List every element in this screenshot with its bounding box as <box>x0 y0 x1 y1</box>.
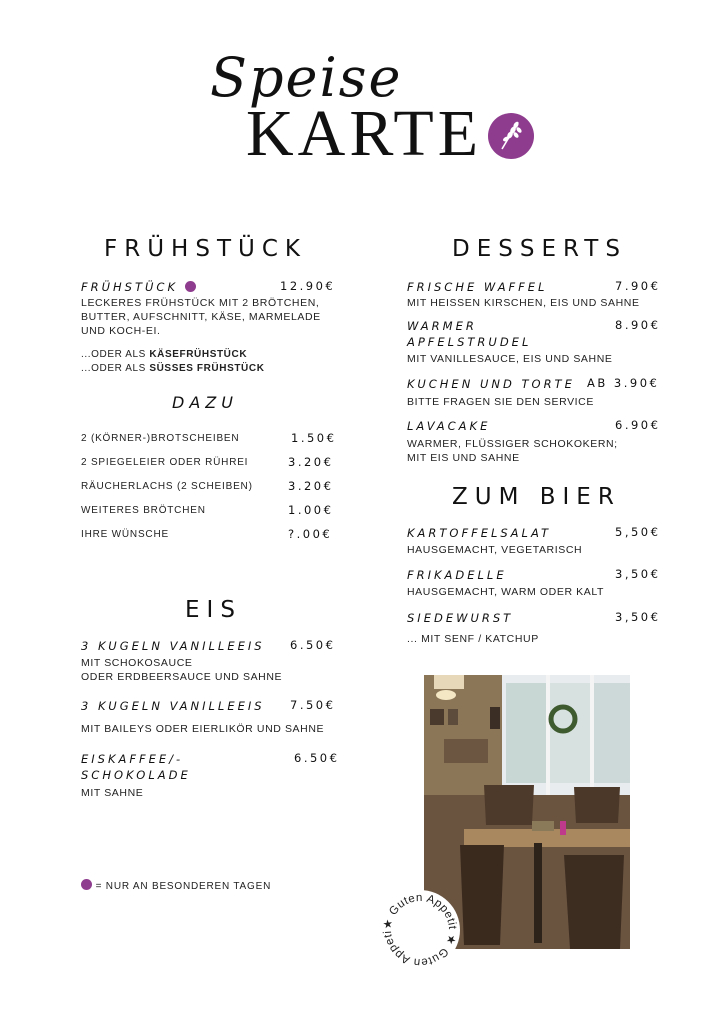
guten-appetit-badge <box>380 890 460 970</box>
bier-item-desc: HAUSGEMACHT, WARM ODER KALT <box>407 586 605 598</box>
dazu-item-price: 3.20€ <box>288 479 334 493</box>
dazu-item-name: IHRE WÜNSCHE <box>81 529 169 540</box>
eis-item-price: 6.50€ <box>290 638 336 652</box>
alt-option-suess: ...ODER ALS SÜSSES FRÜHSTÜCK <box>81 363 265 374</box>
dessert-item-desc: MIT HEISSEN KIRSCHEN, EIS UND SAHNE <box>407 297 640 309</box>
item-price-fruehstueck: 12.90€ <box>280 279 336 293</box>
dazu-item-name: RÄUCHERLACHS (2 SCHEIBEN) <box>81 481 253 492</box>
dazu-item-name: WEITERES BRÖTCHEN <box>81 505 206 516</box>
dessert-item-name: LAVACAKE <box>407 419 491 433</box>
lavender-icon <box>488 113 534 159</box>
section-title-dazu: DAZU <box>172 393 238 412</box>
vegetarian-icon <box>185 281 196 292</box>
eis-item-name: 3 KUGELN VANILLEEIS <box>81 639 265 653</box>
dessert-item-name: KUCHEN UND TORTE <box>407 377 575 391</box>
main-title: KARTE <box>246 97 483 170</box>
dessert-item-price: 6.90€ <box>615 418 661 432</box>
dazu-item-price: 1.00€ <box>288 503 334 517</box>
dessert-item-name: WARMER APFELSTRUDEL <box>407 319 532 349</box>
section-title-fruehstueck: FRÜHSTÜCK <box>104 236 307 262</box>
eis-item-desc: MIT SAHNE <box>81 787 144 799</box>
bier-item-name: FRIKADELLE <box>407 568 507 582</box>
dazu-item-name: 2 (KÖRNER-)BROTSCHEIBEN <box>81 433 240 444</box>
eis-item-name: EISKAFFEE/- SCHOKOLADE <box>81 752 191 782</box>
section-title-zum-bier: ZUM BIER <box>452 484 621 510</box>
bier-item-price: 3,50€ <box>615 567 661 581</box>
footnote: = NUR AN BESONDEREN TAGEN <box>81 879 271 892</box>
eis-item-desc: MIT BAILEYS ODER EIERLIKÖR UND SAHNE <box>81 723 325 735</box>
dessert-item-price: 7.90€ <box>615 279 661 293</box>
dessert-item-desc: MIT VANILLESAUCE, EIS UND SAHNE <box>407 353 613 365</box>
dessert-item-price: AB 3.90€ <box>587 376 660 390</box>
section-title-desserts: DESSERTS <box>452 236 627 262</box>
dessert-item-desc: WARMER, FLÜSSIGER SCHOKOKERN; MIT EIS UND SAHNE <box>407 438 618 464</box>
dessert-item-price: 8.90€ <box>615 318 661 332</box>
bier-item-desc: HAUSGEMACHT, VEGETARISCH <box>407 544 583 556</box>
script-title: Speise <box>210 46 403 109</box>
bier-item-price: 3,50€ <box>615 610 661 624</box>
eis-item-name: 3 KUGELN VANILLEEIS <box>81 699 265 713</box>
bier-item-name: KARTOFFELSALAT <box>407 526 552 540</box>
dessert-item-desc: BITTE FRAGEN SIE DEN SERVICE <box>407 396 594 408</box>
badge-text: ★ Guten Appetit ★ Guten Appeti <box>381 891 459 969</box>
alt-option-kaese: ...ODER ALS KÄSEFRÜHSTÜCK <box>81 349 248 360</box>
eis-item-desc: MIT SCHOKOSAUCE ODER ERDBEERSAUCE UND SAHNE <box>81 657 283 683</box>
dazu-item-price: 1.50€ <box>291 431 337 445</box>
eis-item-price: 7.50€ <box>290 698 336 712</box>
item-name-fruehstueck: FRÜHSTÜCK <box>81 279 196 295</box>
dessert-item-name: FRISCHE WAFFEL <box>407 280 548 294</box>
bier-item-price: 5,50€ <box>615 525 661 539</box>
bier-item-name: SIEDEWURST <box>407 611 514 625</box>
dazu-item-price: 3.20€ <box>288 455 334 469</box>
eis-item-price: 6.50€ <box>294 751 340 765</box>
item-desc-fruehstueck: LECKERES FRÜHSTÜCK MIT 2 BRÖTCHEN, BUTTER, AUFSCHNITT, KÄSE, MARMELADE UND KOCH-EI. <box>81 297 321 337</box>
vegetarian-icon <box>81 879 92 890</box>
section-title-eis: EIS <box>185 597 242 623</box>
dazu-item-name: 2 SPIEGELEIER ODER RÜHREI <box>81 457 249 468</box>
dazu-item-price: ?.00€ <box>288 527 333 541</box>
bier-item-desc: ... MIT SENF / KATCHUP <box>407 633 539 645</box>
